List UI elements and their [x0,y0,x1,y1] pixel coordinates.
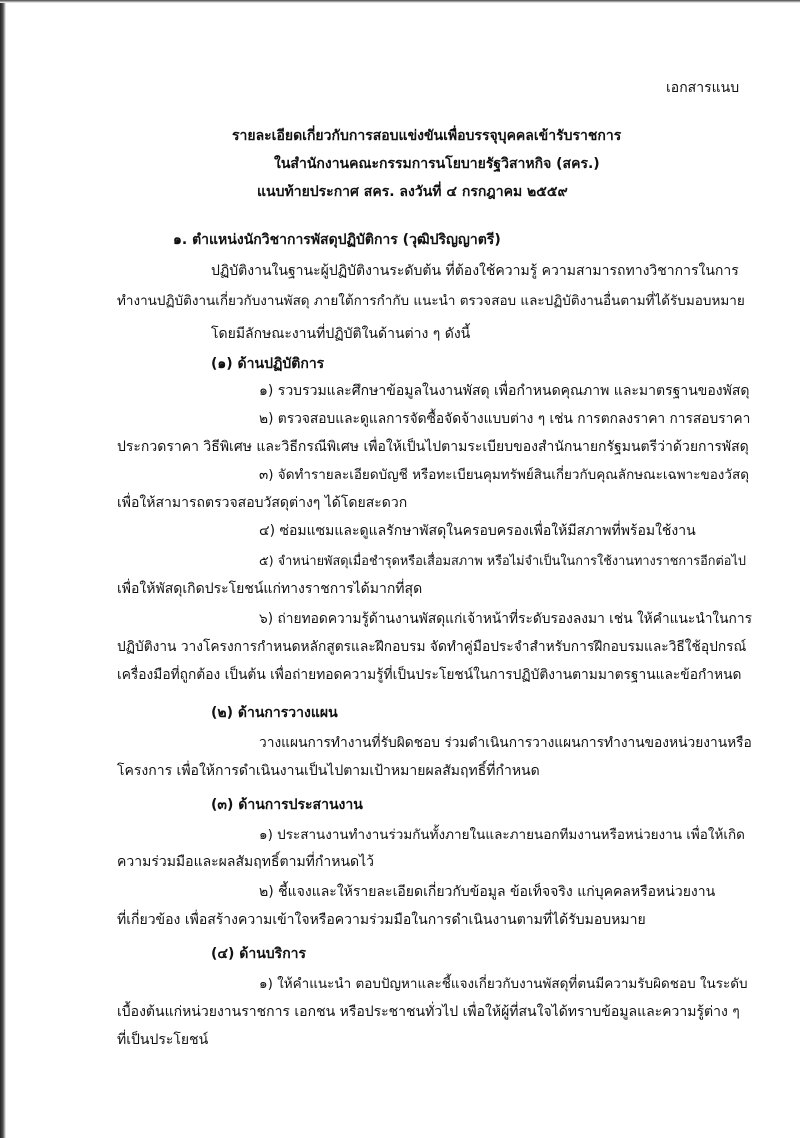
service-item-1-line-1: ๑) ให้คำแนะนำ ตอบปัญหาและชี้แจงเกี่ยวกับงานพัสดุที่ตนมีความรับผิดชอบ ในระดับ [259,976,748,992]
operations-heading: (๑) ด้านปฏิบัติการ [211,356,325,372]
operations-item-5-line-1: ๕) จำหน่ายพัสดุเมื่อชำรุดหรือเสื่อมสภาพ หรือไม่จำเป็นในการใช้งานทางราชการอีกต่อไป [259,554,746,569]
operations-item-6-line-3: เครื่องมือที่ถูกต้อง เป็นต้น เพื่อถ่ายทอดความรู้ที่เป็นประโยชน์ในการปฏิบัติงานตามมาตรฐานและข้อกำหนด [117,667,742,683]
intro-line-1: ปฏิบัติงานในฐานะผู้ปฏิบัติงานระดับต้น ที่ต้องใช้ความรู้ ความสามารถทางวิชาการในการ [211,263,739,279]
coordination-heading: (๓) ด้านการประสานงาน [211,797,363,813]
service-item-1-line-3: ที่เป็นประโยชน์ [117,1032,209,1048]
coordination-item-1-line-1: ๑) ประสานงานทำงานร่วมกันทั้งภายในและภายนอกทีมงานหรือหน่วยงาน เพื่อให้เกิด [259,827,745,843]
planning-line-2: โครงการ เพื่อให้การดำเนินงานเป็นไปตามเป้าหมายผลสัมฤทธิ์ที่กำหนด [117,763,540,779]
attachment-label: เอกสารแนบ [666,80,740,96]
operations-item-2-line-2: ประกวดราคา วิธีพิเศษ และวิธีกรณีพิเศษ เพื่อให้เป็นไปตามระเบียบของสำนักนายกรัฐมนตรีว่าด้วยการพัสดุ [117,439,749,455]
coordination-item-2-line-2: ที่เกี่ยวข้อง เพื่อสร้างความเข้าใจหรือความร่วมมือในการดำเนินงานตามที่ได้รับมอบหมาย [117,912,646,928]
intro-line-2: ทำงานปฏิบัติงานเกี่ยวกับงานพัสดุ ภายใต้การกำกับ แนะนำ ตรวจสอบ และปฏิบัติงานอื่นตามที่ได้รับมอบหมาย [117,293,745,309]
operations-item-3-line-1: ๓) จัดทำรายละเอียดบัญชี หรือทะเบียนคุมทรัพย์สินเกี่ยวกับคุณลักษณะเฉพาะของวัสดุ [259,467,749,483]
coordination-item-1-line-2: ความร่วมมือและผลสัมฤทธิ์ตามที่กำหนดไว้ [117,854,375,870]
operations-item-5-line-2: เพื่อให้พัสดุเกิดประโยชน์แก่ทางราชการได้มากที่สุด [117,581,423,597]
title-line-2: ในสำนักงานคณะกรรมการนโยบายรัฐวิสาหกิจ (สคร.) [274,156,600,172]
planning-heading: (๒) ด้านการวางแผน [211,705,338,721]
operations-item-6-line-2: ปฏิบัติงาน วางโครงการกำหนดหลักสูตรและฝึกอบรม จัดทำคู่มือประจำสำหรับการฝึกอบรมและวิธีใช้อุปกรณ์ [117,639,747,655]
service-heading: (๔) ด้านบริการ [211,946,307,962]
operations-item-3-line-2: เพื่อให้สามารถตรวจสอบวัสดุต่างๆ ได้โดยสะดวก [117,495,408,511]
operations-item-6-line-1: ๖) ถ่ายทอดความรู้ด้านงานพัสดุแก่เจ้าหน้าที่ระดับรองลงมา เช่น ให้คำแนะนำในการ [259,611,752,627]
operations-item-4-line-1: ๔) ซ่อมแซมและดูแลรักษาพัสดุในครอบครองเพื่อให้มีสภาพที่พร้อมใช้งาน [259,523,696,539]
title-line-3: แนบท้ายประกาศ สคร. ลงวันที่ ๔ กรกฎาคม ๒๕๕๙ [257,184,568,200]
intro-line-3: โดยมีลักษณะงานที่ปฏิบัติในด้านต่าง ๆ ดังนี้ [211,326,471,342]
coordination-item-2-line-1: ๒) ชี้แจงและให้รายละเอียดเกี่ยวกับข้อมูล ข้อเท็จจริง แก่บุคคลหรือหน่วยงาน [259,884,716,900]
section-heading: ๑. ตำแหน่งนักวิชาการพัสดุปฏิบัติการ (วุฒิปริญญาตรี) [173,232,501,248]
operations-item-1-line-1: ๑) รวบรวมและศึกษาข้อมูลในงานพัสดุ เพื่อกำหนดคุณภาพ และมาตรฐานของพัสดุ [259,383,750,399]
operations-item-2-line-1: ๒) ตรวจสอบและดูแลการจัดซื้อจัดจ้างแบบต่าง ๆ เช่น การตกลงราคา การสอบราคา [259,411,751,427]
title-line-1: รายละเอียดเกี่ยวกับการสอบแข่งขันเพื่อบรรจุบุคคลเข้ารับราชการ [232,128,622,144]
service-item-1-line-2: เบื้องต้นแก่หน่วยงานราชการ เอกชน หรือประชาชนทั่วไป เพื่อให้ผู้ที่สนใจได้ทราบข้อมูลและความรู้ต่าง ๆ [117,1004,740,1020]
planning-line-1: วางแผนการทำงานที่รับผิดชอบ ร่วมดำเนินการวางแผนการทำงานของหน่วยงานหรือ [259,735,752,751]
